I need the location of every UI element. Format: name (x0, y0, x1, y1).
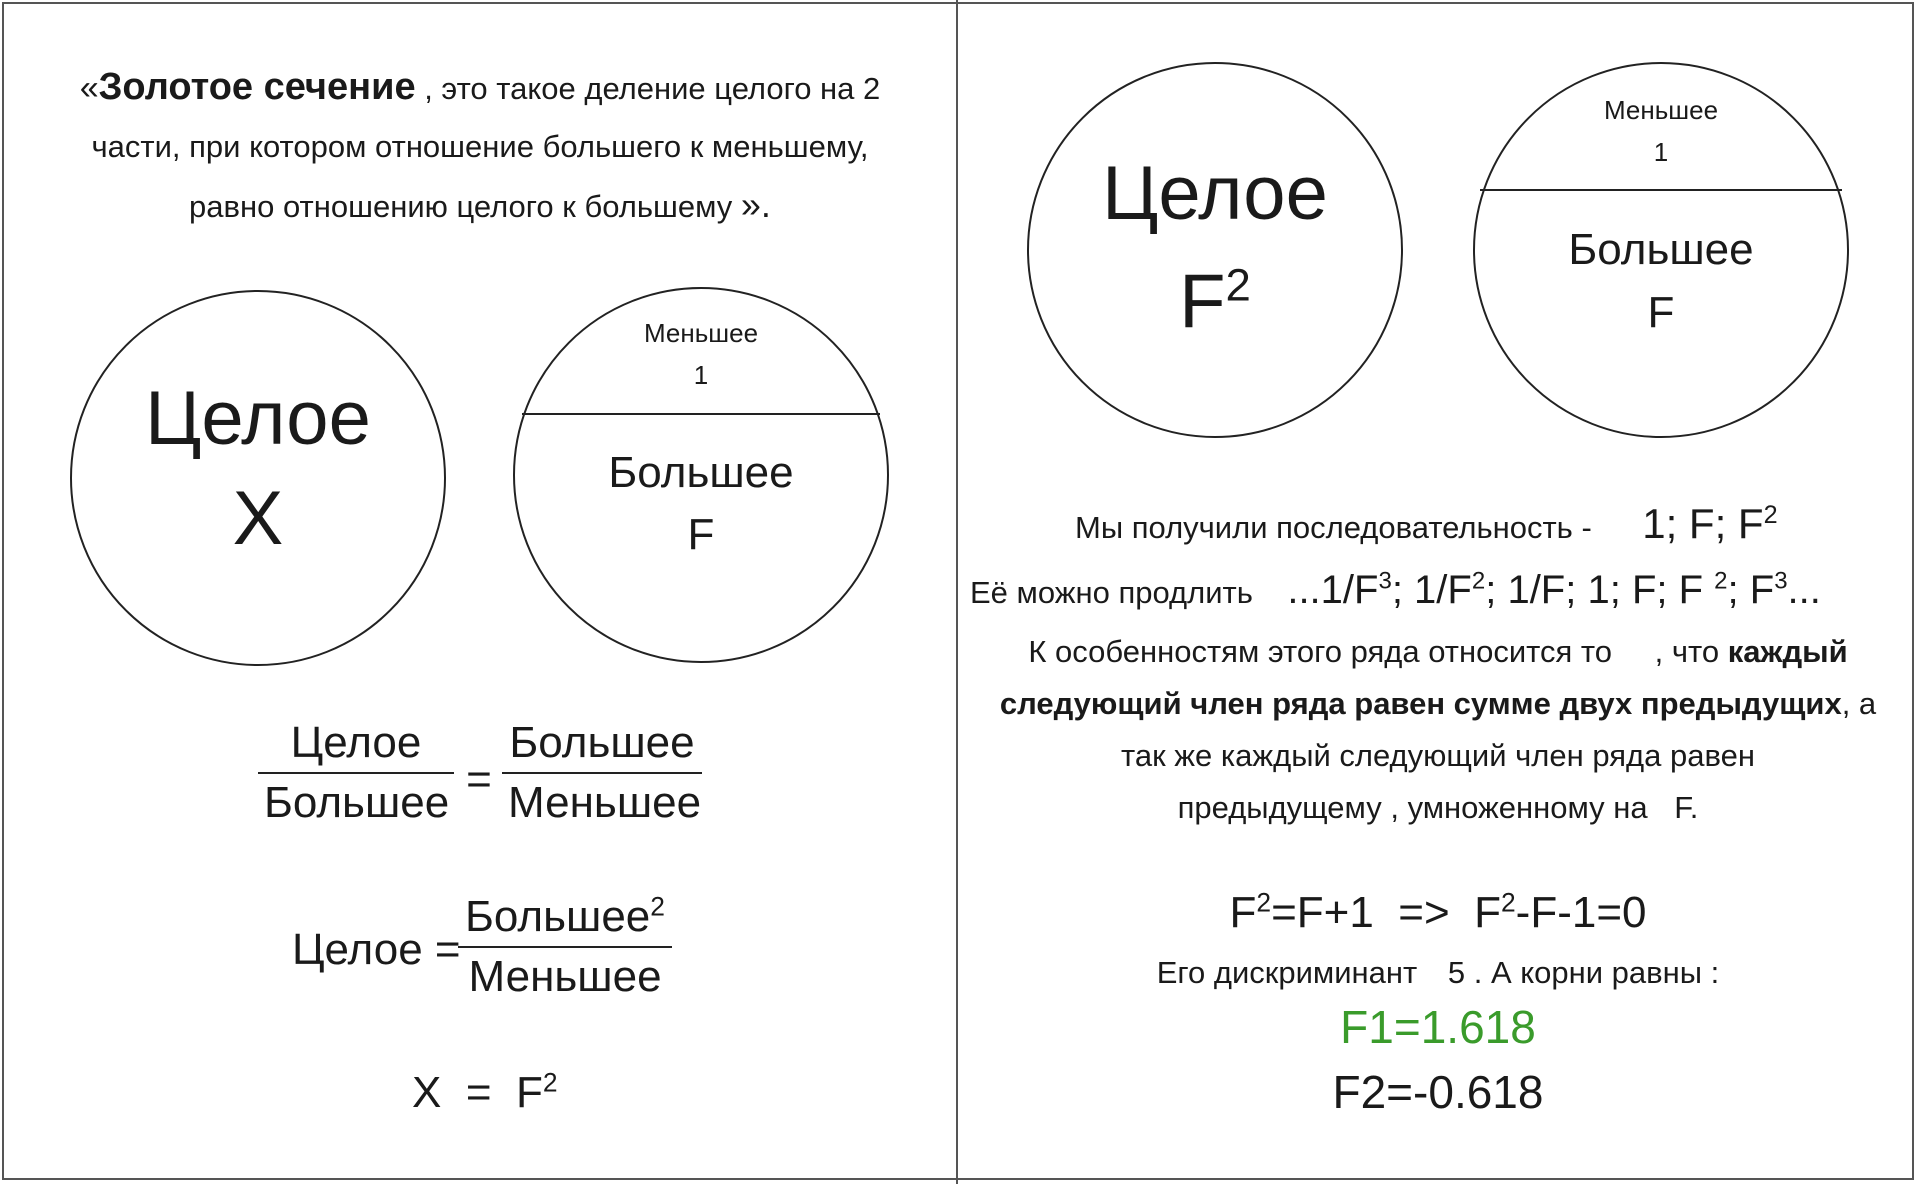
eq1-lhs-numerator: Целое (258, 718, 454, 774)
right-smaller-label: Меньшее (1603, 95, 1719, 125)
eq2-lhs: Целое = (292, 925, 461, 974)
eq1-rhs-denominator: Меньшее (508, 778, 702, 827)
definition-line-1: «Золотое сечение , это такое деление целого на 2 (79, 66, 881, 108)
root-1: F1=1.618 (1340, 1001, 1536, 1053)
extend-text: Её можно продлить (970, 575, 1253, 610)
definition-text (40, 58, 920, 236)
larger-label: Большее (608, 448, 794, 497)
whole-circle-f2-title: Целое (1102, 151, 1328, 236)
extend-series: $...1/F^3$; $1/F^2$; 1/F; 1; F; F $^2$; $F^3$... (1287, 567, 1821, 612)
sequence-value: 1; F; $F^2$ (1642, 500, 1778, 547)
property-line-1: К особенностям этого ряда относится то , что каждый (1028, 634, 1848, 669)
sequence-line (1075, 500, 1778, 548)
right-smaller-value: 1 (1653, 137, 1669, 167)
eq2-numerator: Большее$^2$ (458, 892, 672, 948)
right-larger-label: Большее (1568, 225, 1754, 274)
property-line-4: предыдущему , умноженному на F. (1177, 790, 1699, 825)
property-text (958, 626, 1918, 834)
eq1-equals: = (466, 755, 492, 804)
quadratic-equation: $F^2=F+1 => F^2-F-1=0$ (1229, 887, 1647, 937)
sequence-text: Мы получили последовательность - (1075, 510, 1592, 545)
eq1-rhs-numerator: Большее (502, 718, 702, 774)
whole-circle-title: Целое (145, 376, 371, 461)
definition-line-3: равно отношению целого к большему ». (189, 184, 771, 225)
whole-circle-symbol: X (232, 476, 284, 561)
smaller-label: Меньшее (643, 318, 759, 348)
extend-line (970, 568, 1821, 613)
discriminant-line: Его дискриминант 5 . А корни равны : (1156, 955, 1720, 990)
eq1-rhs-fraction (502, 718, 702, 828)
smaller-value: 1 (693, 360, 709, 390)
property-line-3: так же каждый следующий член ряда равен (1121, 738, 1755, 773)
larger-value: F (687, 510, 715, 559)
whole-circle-f2 (1027, 62, 1403, 438)
definition-line-2: части, при котором отношение большего к меньшему, (91, 129, 869, 164)
eq2-fraction (458, 892, 672, 1002)
eq1-lhs-denominator: Большее (264, 778, 450, 827)
property-line-2: следующий член ряда равен сумме двух предыдущих, а (999, 686, 1877, 721)
eq2-denominator: Меньшее (468, 952, 662, 1001)
right-larger-value: F (1647, 288, 1675, 337)
split-circle-right-divider (1480, 189, 1842, 191)
eq1-lhs-fraction (258, 718, 454, 828)
eq3: $X = F^2$ (412, 1067, 558, 1117)
definition-term: Золотое сечение (98, 66, 416, 108)
split-circle-divider (522, 413, 880, 415)
whole-circle-f2-symbol: $F^2$ (1179, 259, 1251, 344)
root-2: F2=-0.618 (1332, 1066, 1544, 1118)
